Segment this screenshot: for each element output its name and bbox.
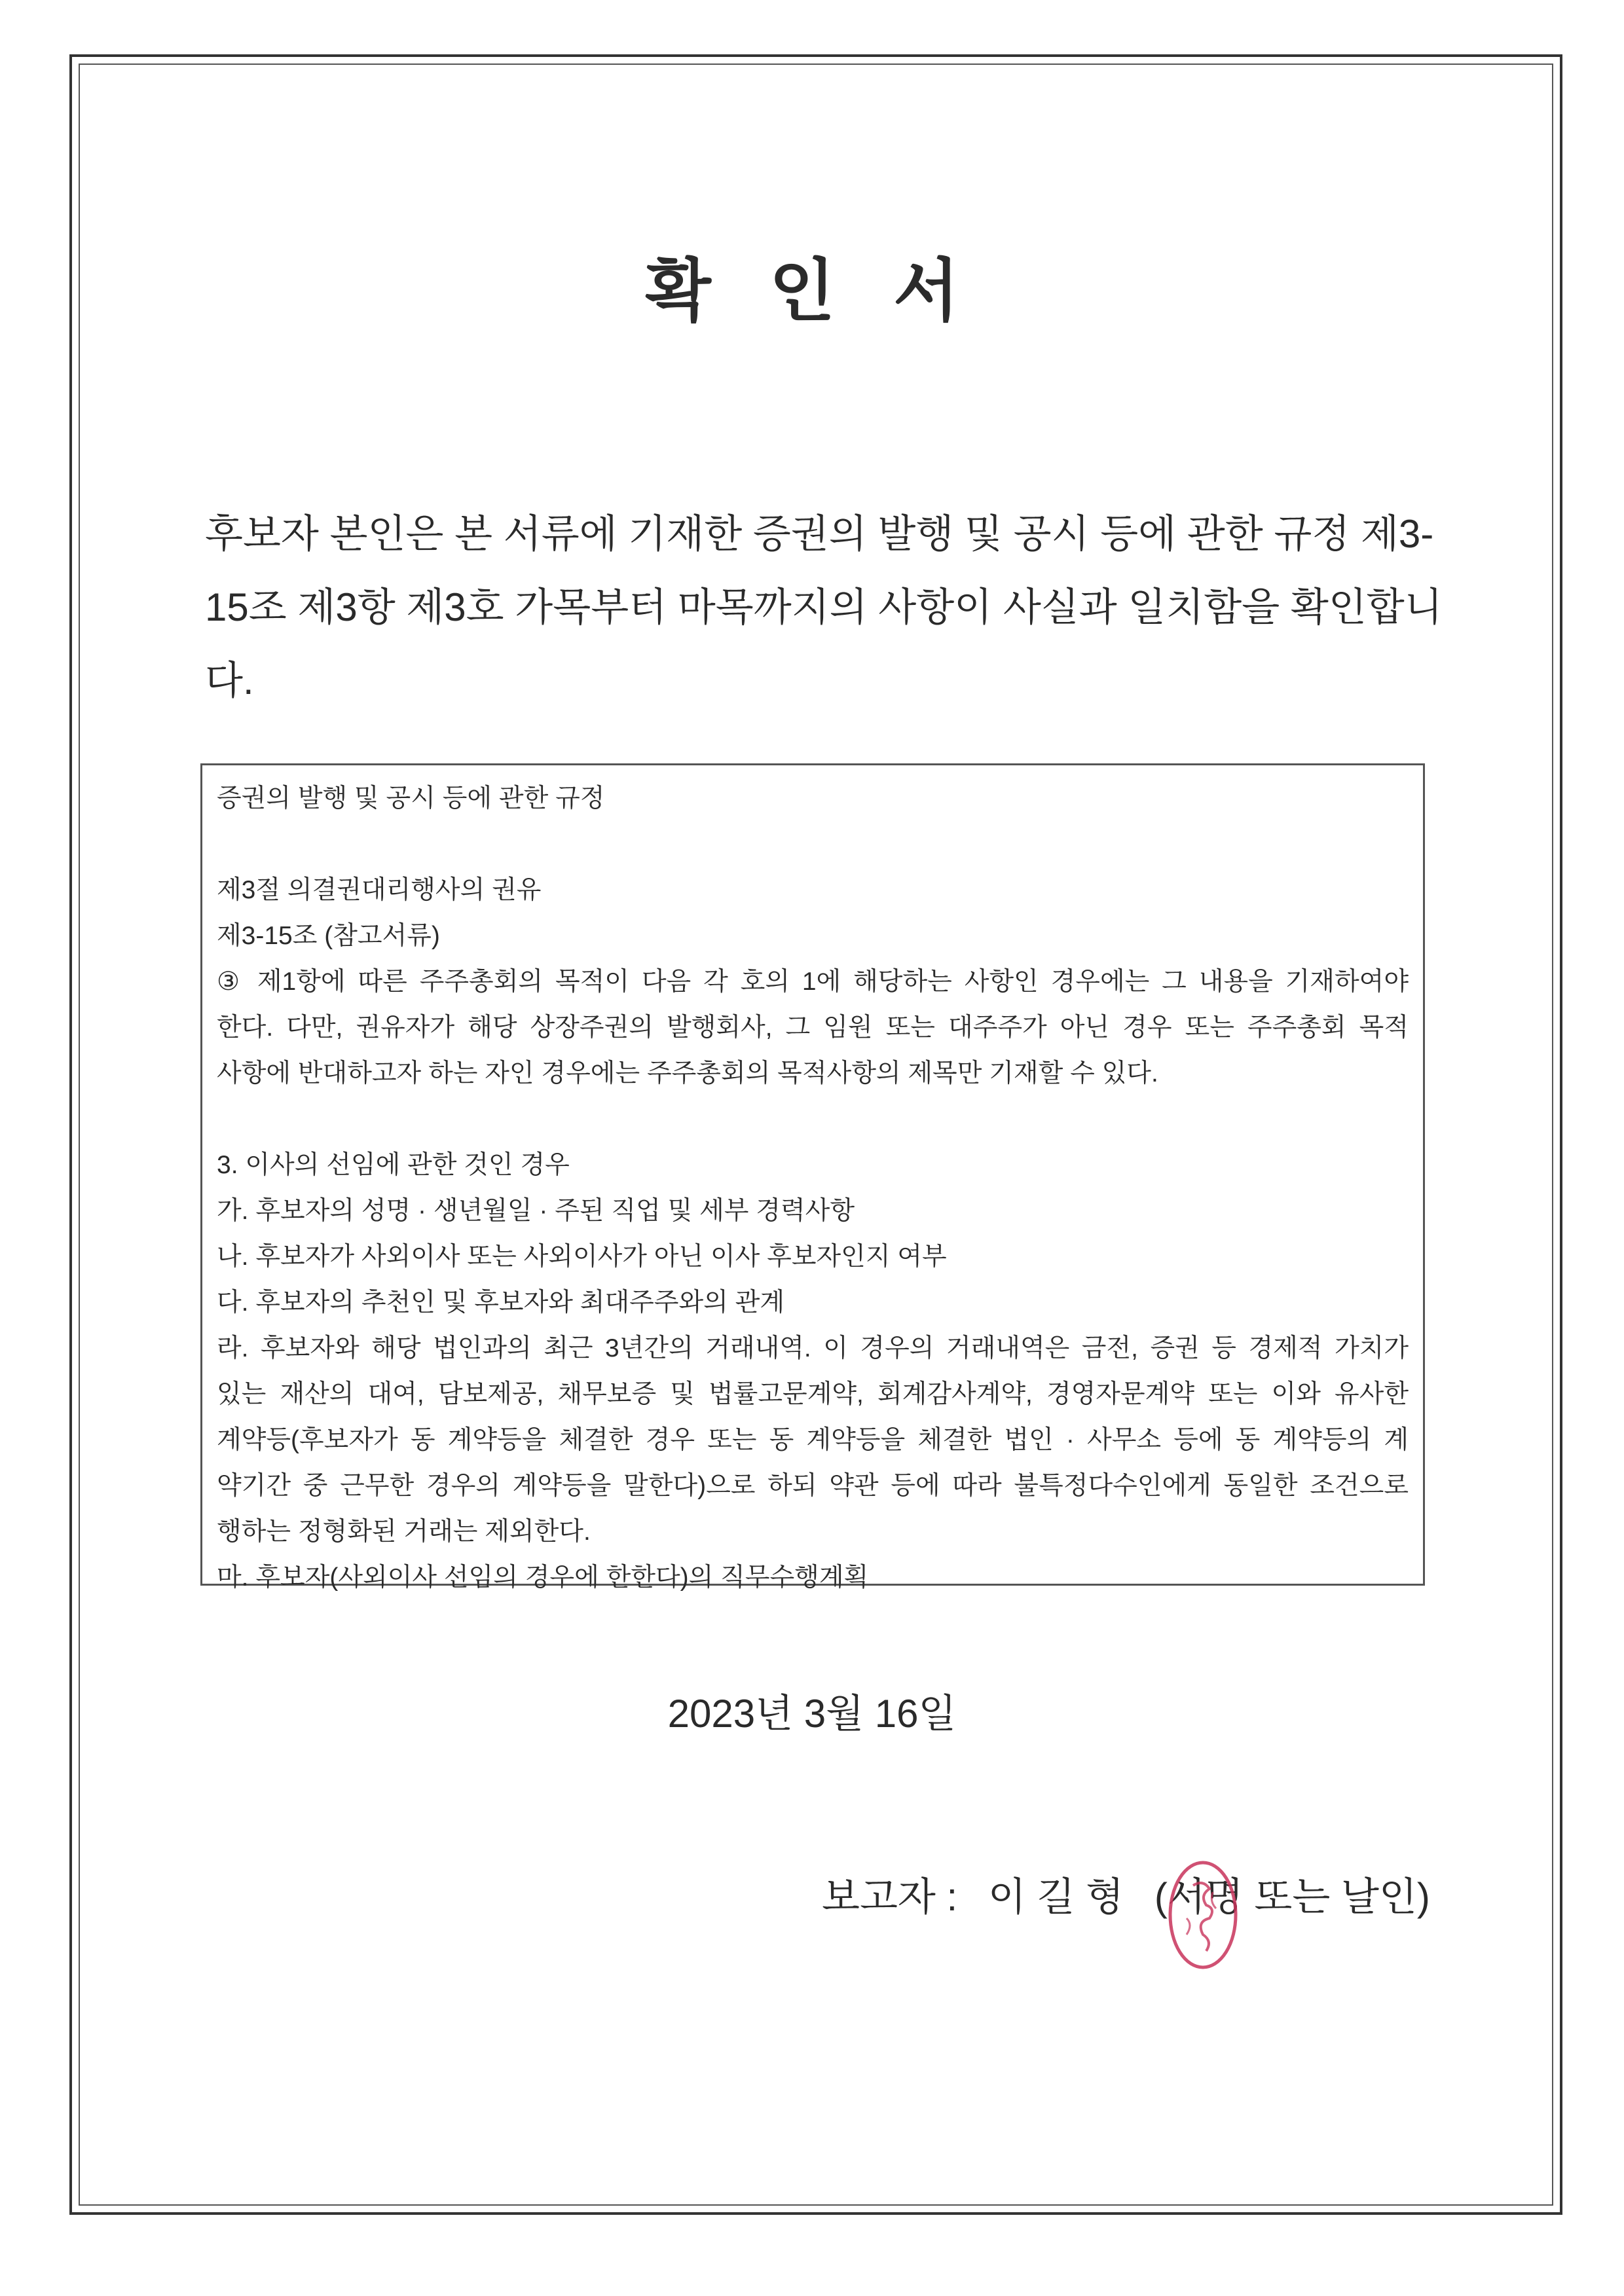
section-title: 제3절 의결권대리행사의 권유 [217, 876, 542, 904]
item-ma: 마. 후보자(사외이사 선임의 경우에 한한다)의 직무수행계획 [217, 1563, 869, 1592]
blank-line [217, 1097, 1409, 1142]
regulation-excerpt-box [200, 763, 1425, 1592]
signature-note: (서명 또는 날인) [1154, 1875, 1430, 1919]
statement-line: 15조 제3항 제3호 가목부터 마목까지의 사항이 사실과 일치함을 확인합니 [205, 585, 1443, 629]
document-title: 확 인 서 [645, 253, 979, 329]
item-ra-line: 계약등(후보자가 동 계약등을 체결한 경우 또는 동 계약등을 체결한 법인 · 사무소 등에 동 계약등의 계 [217, 1426, 1409, 1454]
item-ra-line: 있는 재산의 대여, 담보제공, 채무보증 및 법률고문계약, 회계감사계약, 경영자문계약 또는 이와 유사한 [217, 1380, 1409, 1408]
personal-seal-stamp [1167, 1859, 1239, 1971]
statement-line: 후보자 본인은 본 서류에 기재한 증권의 발행 및 공시 등에 관한 규정 제3- [205, 512, 1434, 556]
reporter-name: 이 길 형 [987, 1875, 1124, 1919]
item-ga: 가. 후보자의 성명 · 생년월일 · 주된 직업 및 세부 경력사항 [217, 1197, 855, 1225]
paragraph-line: 한다. 다만, 권유자가 해당 상장주권의 발행회사, 그 임원 또는 대주주가 아닌 경우 또는 주주총회 목적 [217, 1013, 1409, 1042]
item-da: 다. 후보자의 추천인 및 후보자와 최대주주와의 관계 [217, 1288, 785, 1317]
article-title: 제3-15조 (참고서류) [217, 922, 440, 950]
blank-line [217, 822, 1409, 867]
item-3: 3. 이사의 선임에 관한 것인 경우 [217, 1151, 570, 1179]
regulation-heading: 증권의 발행 및 공시 등에 관한 규정 [217, 784, 605, 812]
document-date: 2023년 3월 16일 [667, 1692, 957, 1736]
reporter-label: 보고자 : [822, 1875, 958, 1919]
signature-line [822, 1866, 1450, 1922]
item-ra-line: 행하는 정형화된 거래는 제외한다. [217, 1518, 591, 1546]
item-na: 나. 후보자가 사외이사 또는 사외이사가 아닌 이사 후보자인지 여부 [217, 1243, 947, 1271]
confirmation-statement [205, 498, 1443, 718]
item-ra-line: 약기간 중 근무한 경우의 계약등을 말한다)으로 하되 약관 등에 따라 불특정다수인에게 동일한 조건으로 [217, 1472, 1409, 1500]
paragraph-line: ③ 제1항에 따른 주주총회의 목적이 다음 각 호의 1에 해당하는 사항인 경우에는 그 내용을 기재하여야 [217, 968, 1409, 996]
paragraph-line: 사항에 반대하고자 하는 자인 경우에는 주주총회의 목적사항의 제목만 기재할 수 있다. [217, 1059, 1158, 1087]
item-ra-line: 라. 후보자와 해당 법인과의 최근 3년간의 거래내역. 이 경우의 거래내역은 금전, 증권 등 경제적 가치가 [217, 1334, 1409, 1362]
statement-line: 다. [205, 659, 254, 702]
